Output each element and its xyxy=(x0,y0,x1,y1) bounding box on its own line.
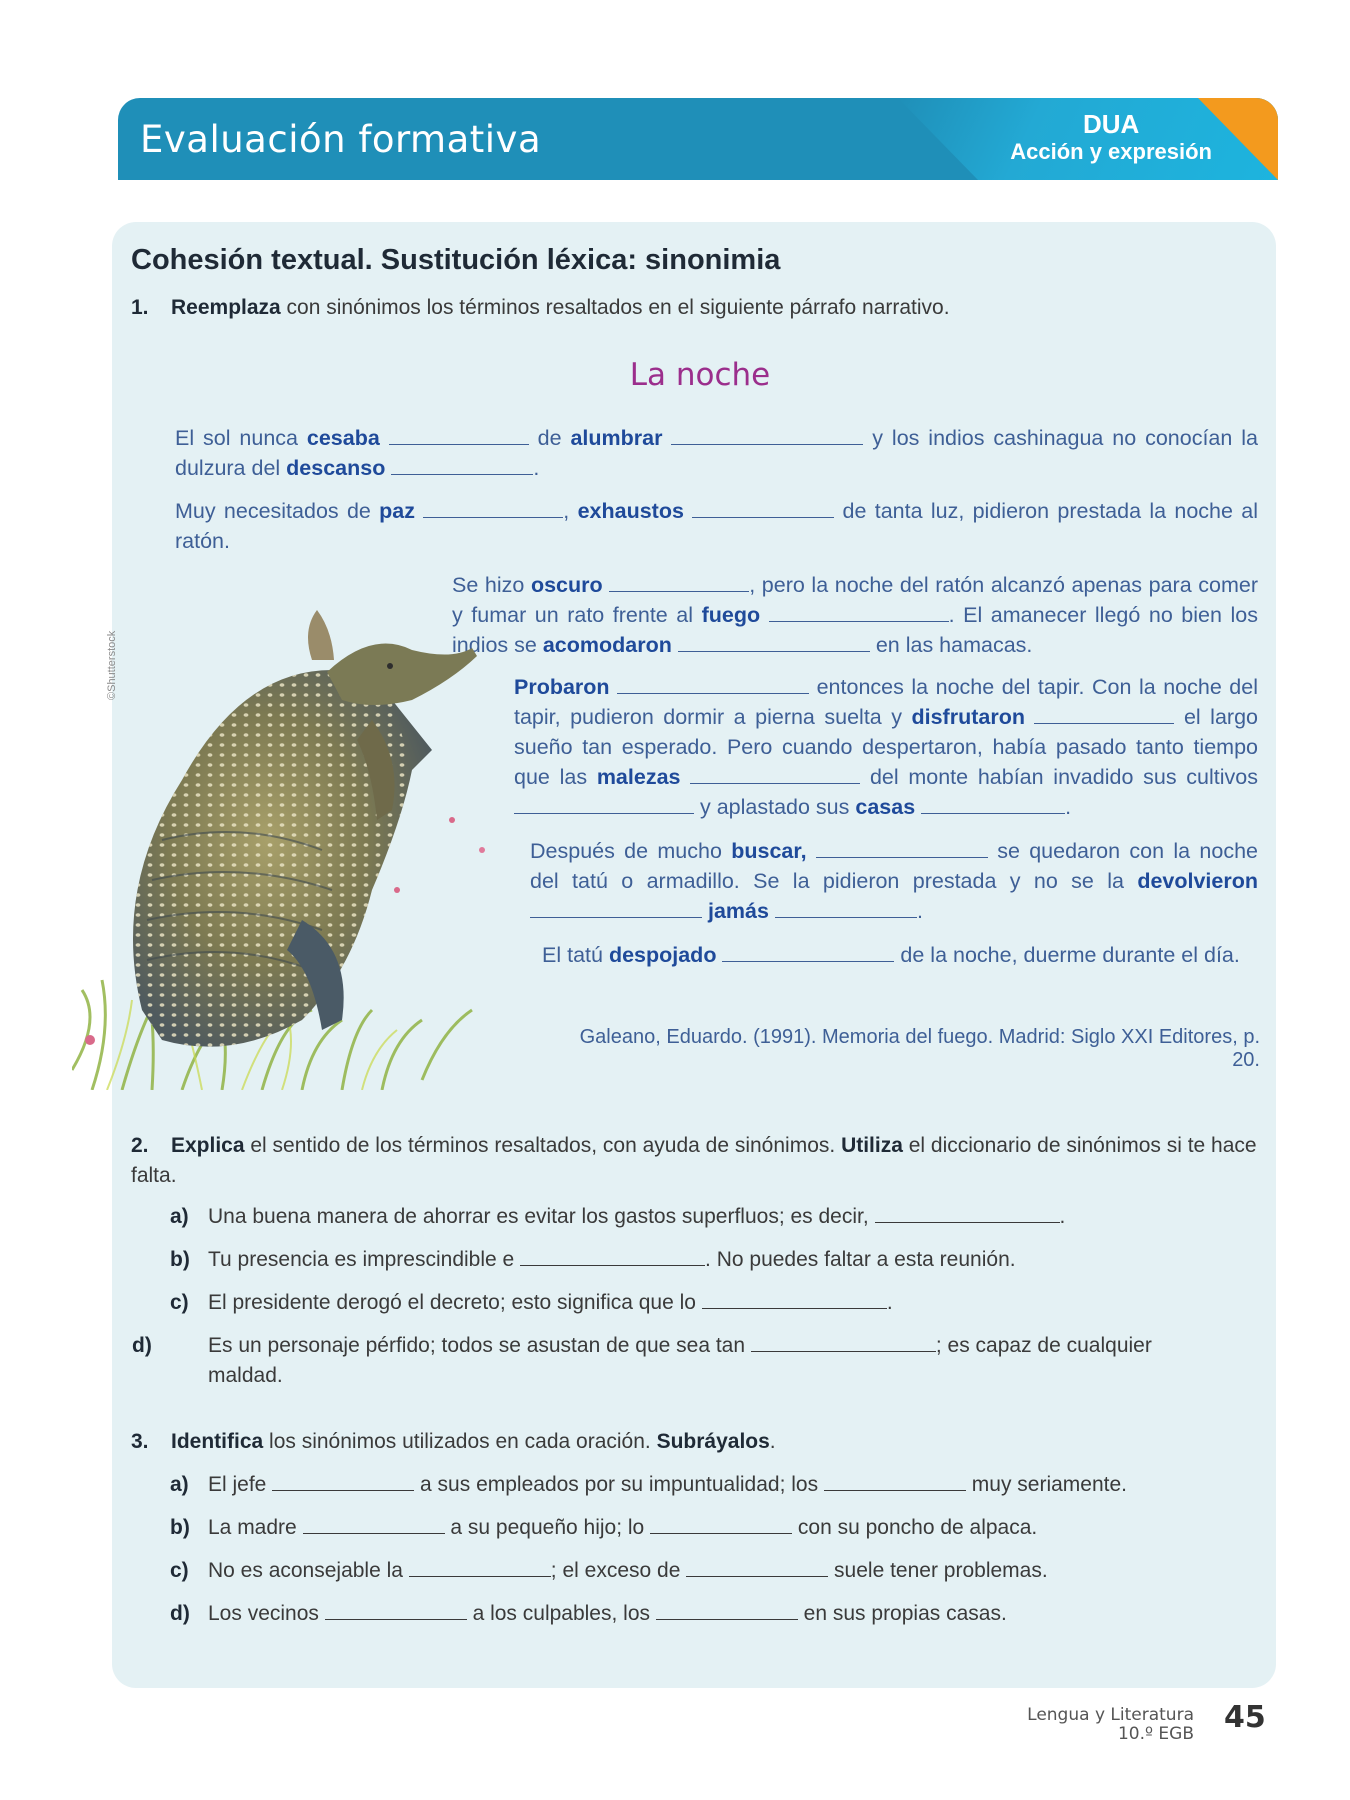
item-text: Es un personaje pérfido; todos se asustan de que sea tan xyxy=(208,1334,751,1357)
highlight-word: jamás xyxy=(707,899,769,923)
q2-item-a xyxy=(170,1202,1065,1232)
answer-blank[interactable] xyxy=(722,942,894,962)
answer-blank[interactable] xyxy=(816,838,988,858)
item-text: El presidente derogó el decreto; esto significa que lo xyxy=(208,1291,702,1314)
text: Se hizo xyxy=(452,573,531,597)
answer-blank[interactable] xyxy=(656,1600,798,1620)
item-text: . No puedes faltar a esta reunión. xyxy=(705,1248,1016,1271)
item-text: . xyxy=(1059,1205,1066,1228)
text: . xyxy=(916,899,923,923)
question-3 xyxy=(131,1427,1261,1457)
highlight-word: casas xyxy=(855,795,916,819)
armadillo-illustration xyxy=(72,590,512,1090)
story-title: La noche xyxy=(629,357,771,393)
answer-blank[interactable] xyxy=(409,1557,551,1577)
story-paragraph-6 xyxy=(542,940,1258,970)
highlight-word: Probaron xyxy=(514,675,610,699)
answer-blank[interactable] xyxy=(751,1332,936,1352)
question-2 xyxy=(131,1131,1261,1191)
q3-item-a xyxy=(170,1470,1127,1500)
citation: Galeano, Eduardo. (1991). Memoria del fuego. Madrid: Siglo XXI Editores, p. 20. xyxy=(579,1026,1260,1071)
answer-blank[interactable] xyxy=(423,498,563,518)
answer-blank[interactable] xyxy=(609,572,749,592)
highlight-word: exhaustos xyxy=(577,499,684,523)
item-text: ; es capaz de cualquier maldad. xyxy=(208,1334,1152,1387)
item-text: en sus propias casas. xyxy=(797,1602,1007,1625)
highlight-word: devolvieron xyxy=(1137,869,1258,893)
answer-blank[interactable] xyxy=(678,632,870,652)
answer-blank[interactable] xyxy=(1034,704,1174,724)
q2-item-c xyxy=(170,1288,893,1318)
grade-label: 10.º EGB xyxy=(1117,1724,1194,1744)
item-text: suele tener problemas. xyxy=(828,1559,1048,1582)
highlight-word: cesaba xyxy=(306,426,380,450)
item-label: a) xyxy=(170,1473,189,1496)
answer-blank[interactable] xyxy=(325,1600,467,1620)
story-paragraph-4 xyxy=(514,672,1258,822)
instruction-verb: Reemplaza xyxy=(171,296,281,319)
question-number: 2. xyxy=(131,1134,149,1157)
page-title: Evaluación formativa xyxy=(140,118,542,161)
text: y los indios cashinagua no conocían la dulzura del xyxy=(175,426,1258,480)
instruction-text: el sentido de los términos resaltados, con ayuda de sinónimos. xyxy=(244,1134,842,1157)
answer-blank[interactable] xyxy=(690,764,860,784)
page-number: 45 xyxy=(1224,1700,1266,1735)
highlight-word: despojado xyxy=(608,943,717,967)
text: . xyxy=(1065,795,1072,819)
instruction-verb: Utiliza xyxy=(841,1134,903,1157)
story-paragraph-2 xyxy=(175,496,1258,556)
item-text: Tu presencia es imprescindible e xyxy=(208,1248,521,1271)
item-text: con su poncho de alpaca. xyxy=(792,1516,1038,1539)
instruction-verb: Identifica xyxy=(171,1430,264,1453)
item-text: El jefe xyxy=(208,1473,273,1496)
text: en las hamacas. xyxy=(869,633,1033,657)
answer-blank[interactable] xyxy=(530,898,702,918)
highlight-word: descanso xyxy=(286,456,386,480)
dua-subtitle: Acción y expresión xyxy=(1010,139,1212,164)
answer-blank[interactable] xyxy=(702,1289,887,1309)
q3-item-b xyxy=(170,1513,1037,1543)
text: entonces la noche del tapir. Con la noche del tapir, pudieron dormir a pierna suelta y xyxy=(514,675,1258,729)
text: y aplastado sus xyxy=(694,795,856,819)
item-text: Los vecinos xyxy=(208,1602,325,1625)
section-title: Cohesión textual. Sustitución léxica: sinonimia xyxy=(131,244,781,276)
instruction-verb: Explica xyxy=(171,1134,245,1157)
answer-blank[interactable] xyxy=(692,498,834,518)
item-text: La madre xyxy=(208,1516,303,1539)
item-text: . xyxy=(886,1291,893,1314)
text: . xyxy=(533,456,540,480)
item-label: d) xyxy=(170,1602,190,1625)
text: El tatú xyxy=(542,943,609,967)
item-text: ; el exceso de xyxy=(550,1559,687,1582)
item-label: d) xyxy=(132,1334,152,1357)
item-label: c) xyxy=(170,1291,189,1314)
item-text: a los culpables, los xyxy=(466,1602,656,1625)
question-number: 3. xyxy=(131,1430,149,1453)
answer-blank[interactable] xyxy=(650,1514,792,1534)
text: Muy necesitados de xyxy=(175,499,380,523)
answer-blank[interactable] xyxy=(921,794,1065,814)
item-label: b) xyxy=(170,1248,190,1271)
question-number: 1. xyxy=(131,296,149,319)
item-text: No es aconsejable la xyxy=(208,1559,409,1582)
copyright-credit: ©Shutterstock xyxy=(106,630,118,700)
item-label: a) xyxy=(170,1205,189,1228)
q3-item-c xyxy=(170,1556,1048,1586)
answer-blank[interactable] xyxy=(775,898,917,918)
item-text: Una buena manera de ahorrar es evitar los gastos superfluos; es decir, xyxy=(208,1205,875,1228)
answer-blank[interactable] xyxy=(769,602,949,622)
story-paragraph-1 xyxy=(175,423,1258,483)
answer-blank[interactable] xyxy=(391,455,533,475)
instruction-text: el diccionario de sinónimos si te hace falta. xyxy=(131,1134,1257,1187)
text: . El amanecer llegó no bien los indios se xyxy=(452,603,1258,657)
instruction-text: los sinónimos utilizados en cada oración. xyxy=(263,1430,657,1453)
dua-badge xyxy=(1010,110,1212,166)
highlight-word: alumbrar xyxy=(570,426,663,450)
item-text: a sus empleados por su impuntualidad; los xyxy=(414,1473,824,1496)
highlight-word: fuego xyxy=(701,603,761,627)
highlight-word: buscar, xyxy=(731,839,807,863)
highlight-word: malezas xyxy=(596,765,681,789)
text: se quedaron con la noche del tatú o armadillo. Se la pidieron prestada y no se la xyxy=(530,839,1258,893)
story-paragraph-5 xyxy=(530,836,1258,926)
footer-subject xyxy=(1027,1706,1194,1744)
subject-name: Lengua y Literatura xyxy=(1027,1705,1194,1725)
answer-blank[interactable] xyxy=(824,1471,966,1491)
text: , pero la noche del ratón alcanzó apenas para comer y fumar un rato frente al xyxy=(452,573,1259,627)
highlight-word: paz xyxy=(379,499,415,523)
answer-blank[interactable] xyxy=(617,674,809,694)
text: de tanta luz, pidieron prestada la noche al ratón. xyxy=(175,499,1258,553)
answer-blank[interactable] xyxy=(520,1246,705,1266)
header-banner xyxy=(118,98,1278,180)
instruction-text: . xyxy=(769,1430,776,1453)
answer-blank[interactable] xyxy=(686,1557,828,1577)
dua-title: DUA xyxy=(1082,109,1140,139)
text: de la noche, duerme durante el día. xyxy=(894,943,1240,967)
answer-blank[interactable] xyxy=(875,1203,1060,1223)
q2-item-d xyxy=(132,1331,1210,1391)
answer-blank[interactable] xyxy=(389,425,529,445)
item-text: muy seriamente. xyxy=(965,1473,1128,1496)
story-paragraph-3 xyxy=(452,570,1258,660)
instruction-text: con sinónimos los términos resaltados en el siguiente párrafo narrativo. xyxy=(280,296,950,319)
highlight-word: disfrutaron xyxy=(911,705,1025,729)
item-label: c) xyxy=(170,1559,189,1582)
answer-blank[interactable] xyxy=(303,1514,445,1534)
answer-blank[interactable] xyxy=(272,1471,414,1491)
question-1 xyxy=(131,293,1261,323)
text: el largo sueño tan esperado. Pero cuando despertaron, había pasado tanto tiempo que las xyxy=(514,705,1258,789)
highlight-word: acomodaron xyxy=(542,633,672,657)
answer-blank[interactable] xyxy=(671,425,863,445)
text: El sol nunca xyxy=(175,426,307,450)
q2-item-b xyxy=(170,1245,1016,1275)
instruction-verb: Subráyalos xyxy=(656,1430,770,1453)
text: de xyxy=(528,426,571,450)
highlight-word: oscuro xyxy=(530,573,603,597)
text: , xyxy=(563,499,578,523)
q3-item-d xyxy=(170,1599,1007,1629)
text: del monte habían invadido sus cultivos xyxy=(860,765,1258,789)
item-text: a su pequeño hijo; lo xyxy=(444,1516,651,1539)
answer-blank[interactable] xyxy=(514,794,694,814)
text: Después de mucho xyxy=(530,839,732,863)
item-label: b) xyxy=(170,1516,190,1539)
